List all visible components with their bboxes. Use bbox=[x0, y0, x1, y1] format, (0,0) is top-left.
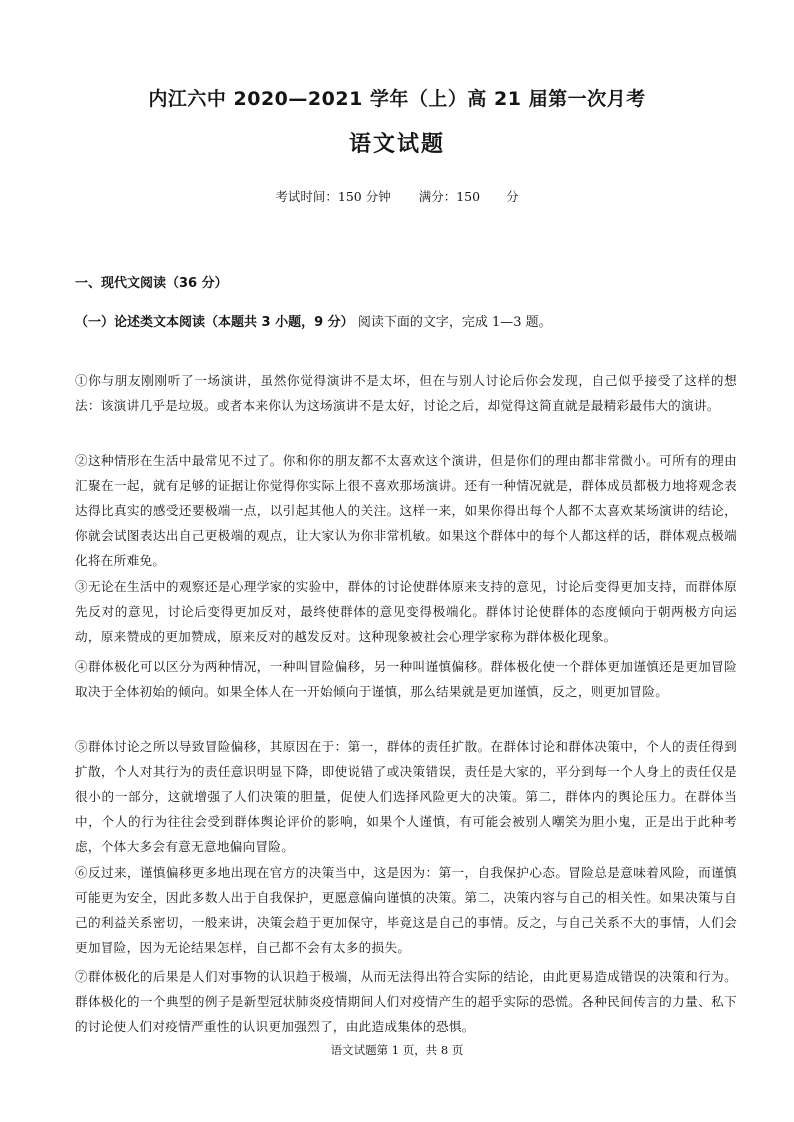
exam-subject-title: 语文试题 bbox=[348, 132, 445, 157]
section-heading: 一、现代文阅读（36 分） bbox=[75, 276, 228, 291]
sub-section-heading bbox=[75, 310, 735, 335]
full-score: 满分：150 bbox=[418, 189, 481, 204]
paragraph-3: ③无论在生活中的观察还是心理学家的实验中，群体的讨论使群体原来支持的意见，讨论后变得更加支持，而群体原先反对的意见，讨论后变得更加反对，最终使群体的意见变得极端化。群体讨论使群体的态度倾向于朝两极方向运动，原来赞成的更加赞成，原来反对的越发反对。这种现象被社会心理学家称为群体极化现象。 bbox=[75, 579, 737, 644]
exam-time: 考试时间：150 分钟 bbox=[275, 189, 391, 204]
score-unit: 分 bbox=[506, 189, 519, 204]
paragraph-4: ④群体极化可以区分为两种情况，一种叫冒险偏移，另一种叫谨慎偏移。群体极化使一个群体更加谨慎还是更加冒险取决于全体初始的倾向。如果全体人在一开始倾向于谨慎，那么结果就是更加谨慎，反之，则更加冒险。 bbox=[75, 659, 737, 699]
page-footer: 语文试题第 1 页，共 8 页 bbox=[330, 1043, 464, 1057]
paragraph-7: ⑦群体极化的后果是人们对事物的认识趋于极端，从而无法得出符合实际的结论，由此更易造成错误的决策和行为。群体极化的一个典型的例子是新型冠状肺炎疫情期间人们对疫情产生的超乎实际的恐慌。各种民间传言的力量、私下的讨论使人们对疫情严重性的认识更加强烈了，由此造成集体的恐惧。 bbox=[75, 969, 737, 1034]
paragraph-1: ①你与朋友刚刚听了一场演讲，虽然你觉得演讲不是太坏，但在与别人讨论后你会发现，自己似乎接受了这样的想法：该演讲几乎是垃圾。或者本来你认为这场演讲不是太好，讨论之后，却觉得这简直就是最精彩最伟大的演讲。 bbox=[75, 373, 737, 413]
paragraph-2: ②这种情形在生活中最常见不过了。你和你的朋友都不太喜欢这个演讲，但是你们的理由都非常微小。可所有的理由汇聚在一起，就有足够的证据让你觉得你实际上很不喜欢那场演讲。还有一种情况就是，群体成员都极力地将观念表达得比真实的感受还要极端一点，以引起其他人的关注。这样一来，如果你得出每个人都不太喜欢某场演讲的结论，你就会试图表达出自己更极端的观点，让大家认为你非常机敏。如果这个群体中的每个人都这样的话，群体观点极端化将在所难免。 bbox=[75, 453, 737, 568]
sub-section-title: （一）论述类文本阅读（本题共 3 小题，9 分） bbox=[75, 315, 354, 330]
paragraph-5: ⑤群体讨论之所以导致冒险偏移，其原因在于：第一，群体的责任扩散。在群体讨论和群体决策中，个人的责任得到扩散，个人对其行为的责任意识明显下降，即使说错了或决策错误，责任是大家的，平分到每一个人身上的责任仅是很小的一部分，这就增强了人们决策的胆量，促使人们选择风险更大的决策。第二，群体内的舆论压力。在群体当中，个人的行为往往会受到群体舆论评价的影响，如果个人谨慎，有可能会被别人嘲笑为胆小鬼，正是出于此种考虑，个体大多会有意无意地偏向冒险。 bbox=[75, 739, 737, 854]
exam-title: 内江六中 2020—2021 学年（上）高 21 届第一次月考 bbox=[148, 88, 646, 110]
paragraph-6: ⑥反过来，谨慎偏移更多地出现在官方的决策当中，这是因为：第一，自我保护心态。冒险总是意味着风险，而谨慎可能更为安全，因此多数人出于自我保护，更愿意偏向谨慎的决策。第二，决策内容与自己的相关性。如果决策与自己的利益关系密切，一般来讲，决策会趋于更加保守，毕竟这是自己的事情。反之，与自己关系不大的事情，人们会更加冒险，因为无论结果怎样，自己都不会有太多的损失。 bbox=[75, 865, 737, 955]
exam-info bbox=[0, 187, 794, 205]
sub-section-instruction: 阅读下面的文字，完成 1—3 题。 bbox=[357, 315, 552, 330]
